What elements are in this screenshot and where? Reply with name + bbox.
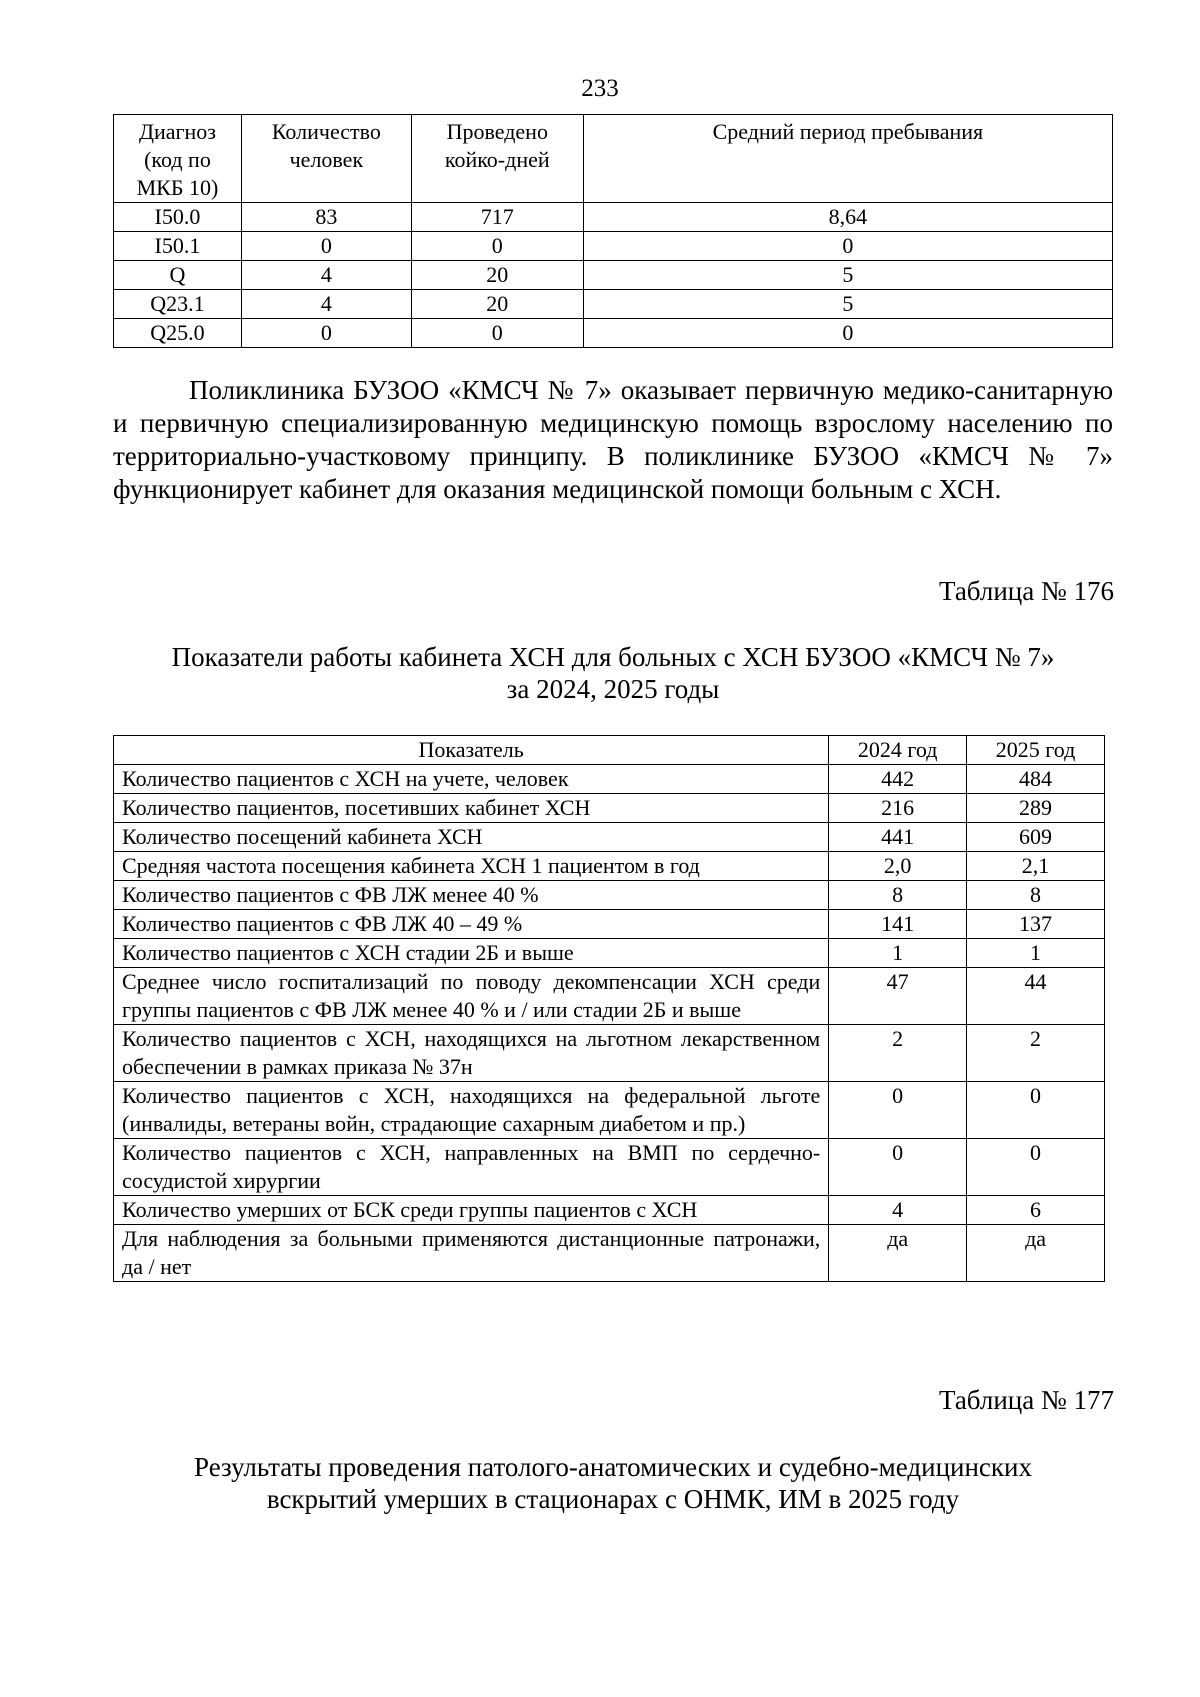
table-cell: 4 bbox=[241, 261, 411, 290]
header-avg-stay: Средний период пребывания bbox=[583, 115, 1112, 203]
diagnosis-table bbox=[113, 114, 1113, 348]
table-cell: I50.1 bbox=[114, 232, 242, 261]
paragraph-text: Поликлиника БУЗОО «КМСЧ № 7» оказывает первичную медико-санитарную и первичную специализированную медицинскую помощь взрослому населению по территориально-участковому принципу. В поликлинике БУЗОО «КМСЧ № 7» функционирует кабинет для оказания медицинской помощи больным с ХСН. bbox=[113, 375, 1113, 504]
table-cell: 0 bbox=[583, 319, 1112, 348]
value-cell: 2,1 bbox=[967, 852, 1105, 881]
value-cell: 442 bbox=[829, 765, 967, 794]
table-row bbox=[114, 1139, 1105, 1196]
value-cell: 0 bbox=[829, 1082, 967, 1139]
table-row bbox=[114, 261, 1113, 290]
value-cell: 0 bbox=[967, 1139, 1105, 1196]
table-176-caption bbox=[113, 641, 1113, 705]
value-cell: 8 bbox=[967, 881, 1105, 910]
caption-line: Результаты проведения патолого-анатомических и судебно-медицинских bbox=[194, 1452, 1032, 1482]
table-row bbox=[114, 852, 1105, 881]
indicator-cell: Количество пациентов, посетивших кабинет ХСН bbox=[114, 794, 829, 823]
indicator-cell: Количество пациентов с ХСН, направленных на ВМП по сердечно-сосудистой хирургии bbox=[114, 1139, 829, 1196]
table-176-label: Таблица № 176 bbox=[939, 576, 1114, 606]
value-cell: 44 bbox=[967, 968, 1105, 1025]
indicator-cell: Количество пациентов с ФВ ЛЖ менее 40 % bbox=[114, 881, 829, 910]
table-cell: 0 bbox=[241, 232, 411, 261]
table-cell: 20 bbox=[411, 261, 583, 290]
header-indicator: Показатель bbox=[114, 736, 829, 765]
value-cell: 1 bbox=[829, 939, 967, 968]
table-177-label: Таблица № 177 bbox=[939, 1385, 1114, 1415]
value-cell: 441 bbox=[829, 823, 967, 852]
header-count: Количество человек bbox=[241, 115, 411, 203]
table-row bbox=[114, 203, 1113, 232]
table-cell: 0 bbox=[241, 319, 411, 348]
value-cell: 141 bbox=[829, 910, 967, 939]
hf-office-indicators-table bbox=[113, 735, 1105, 1282]
table-cell: 0 bbox=[411, 319, 583, 348]
indicator-cell: Для наблюдения за больными применяются дистанционные патронажи, да / нет bbox=[114, 1225, 829, 1282]
body-paragraph bbox=[113, 374, 1113, 506]
header-year-2025: 2025 год bbox=[967, 736, 1105, 765]
table-cell: I50.0 bbox=[114, 203, 242, 232]
table-row bbox=[114, 1196, 1105, 1225]
table-cell: 717 bbox=[411, 203, 583, 232]
table-row bbox=[114, 968, 1105, 1025]
table-cell: 20 bbox=[411, 290, 583, 319]
caption-line: Показатели работы кабинета ХСН для больных с ХСН БУЗОО «КМСЧ № 7» bbox=[171, 642, 1055, 672]
indicator-cell: Количество пациентов с ХСН стадии 2Б и выше bbox=[114, 939, 829, 968]
value-cell: 0 bbox=[967, 1082, 1105, 1139]
header-year-2024: 2024 год bbox=[829, 736, 967, 765]
table-row bbox=[114, 1225, 1105, 1282]
table-row bbox=[114, 319, 1113, 348]
table-row bbox=[114, 765, 1105, 794]
indicator-cell: Количество умерших от БСК среди группы пациентов с ХСН bbox=[114, 1196, 829, 1225]
value-cell: 6 bbox=[967, 1196, 1105, 1225]
table-row bbox=[114, 1025, 1105, 1082]
caption-line: за 2024, 2025 годы bbox=[506, 674, 720, 704]
table-cell: 8,64 bbox=[583, 203, 1112, 232]
table-cell: 83 bbox=[241, 203, 411, 232]
page-number: 233 bbox=[581, 75, 619, 102]
table-cell: Q bbox=[114, 261, 242, 290]
table-row bbox=[114, 290, 1113, 319]
indicator-cell: Количество пациентов с ФВ ЛЖ 40 – 49 % bbox=[114, 910, 829, 939]
value-cell: 289 bbox=[967, 794, 1105, 823]
value-cell: 2 bbox=[967, 1025, 1105, 1082]
value-cell: 0 bbox=[829, 1139, 967, 1196]
value-cell: 8 bbox=[829, 881, 967, 910]
table-cell: Q25.0 bbox=[114, 319, 242, 348]
table-cell: 5 bbox=[583, 261, 1112, 290]
indicator-cell: Средняя частота посещения кабинета ХСН 1 пациентом в год bbox=[114, 852, 829, 881]
value-cell: 47 bbox=[829, 968, 967, 1025]
table-cell: Q23.1 bbox=[114, 290, 242, 319]
indicator-cell: Количество пациентов с ХСН, находящихся на льготном лекарственном обеспечении в рамках приказа № 37н bbox=[114, 1025, 829, 1082]
value-cell: да bbox=[829, 1225, 967, 1282]
table-row bbox=[114, 232, 1113, 261]
table-header-row bbox=[114, 736, 1105, 765]
value-cell: 2,0 bbox=[829, 852, 967, 881]
table-cell: 5 bbox=[583, 290, 1112, 319]
table-row bbox=[114, 910, 1105, 939]
indicator-cell: Количество пациентов с ХСН, находящихся на федеральной льготе (инвалиды, ветераны войн, страдающие сахарным диабетом и пр.) bbox=[114, 1082, 829, 1139]
indicator-cell: Количество посещений кабинета ХСН bbox=[114, 823, 829, 852]
value-cell: 484 bbox=[967, 765, 1105, 794]
indicator-cell: Среднее число госпитализаций по поводу декомпенсации ХСН среди группы пациентов с ФВ ЛЖ менее 40 % и / или стадии 2Б и выше bbox=[114, 968, 829, 1025]
header-diagnosis: Диагноз (код по МКБ 10) bbox=[114, 115, 242, 203]
value-cell: 4 bbox=[829, 1196, 967, 1225]
value-cell: 609 bbox=[967, 823, 1105, 852]
indicator-cell: Количество пациентов с ХСН на учете, человек bbox=[114, 765, 829, 794]
table-cell: 4 bbox=[241, 290, 411, 319]
caption-line: вскрытий умерших в стационарах с ОНМК, ИМ в 2025 году bbox=[266, 1484, 960, 1514]
value-cell: 216 bbox=[829, 794, 967, 823]
table-row bbox=[114, 794, 1105, 823]
table-cell: 0 bbox=[411, 232, 583, 261]
table-header-row bbox=[114, 115, 1113, 203]
table-177-caption bbox=[113, 1451, 1113, 1515]
table-row bbox=[114, 939, 1105, 968]
value-cell: да bbox=[967, 1225, 1105, 1282]
value-cell: 2 bbox=[829, 1025, 967, 1082]
table-cell: 0 bbox=[583, 232, 1112, 261]
header-bed-days: Проведено койко-дней bbox=[411, 115, 583, 203]
value-cell: 137 bbox=[967, 910, 1105, 939]
table-row bbox=[114, 1082, 1105, 1139]
table-row bbox=[114, 881, 1105, 910]
value-cell: 1 bbox=[967, 939, 1105, 968]
table-row bbox=[114, 823, 1105, 852]
